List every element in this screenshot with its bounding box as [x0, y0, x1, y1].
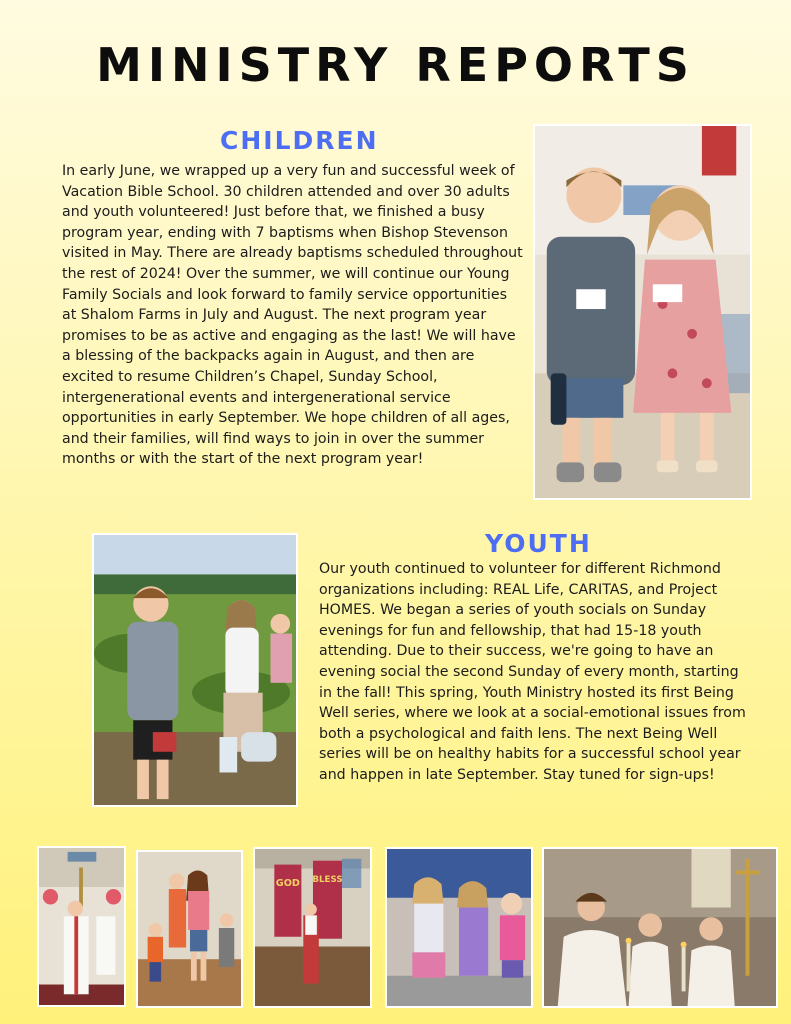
children-heading: CHILDREN — [220, 126, 379, 155]
youth-body: Our youth continued to volunteer for different Richmond organizations including: REAL Life, CARITAS, and Project HOMES. We began a series of youth socials on Sunday evenings for fun and fellowship, that had 15-18 youth attending. Due to their success, we're going to have an evening social the second Sunday of every month, starting in the fall! This spring, Youth Ministry hosted its first Being Well series, where we look at a social-emotional issues from both a psychological and faith lens. The next Being Well series will be on healthy habits for a successful school year and happen in late September. Stay tuned for sign-ups! — [319, 561, 746, 783]
banner-left-text: GOD — [275, 878, 300, 890]
kids-portrait-image — [535, 126, 750, 498]
banner-right-text: BLESS — [312, 875, 343, 886]
children-photo — [533, 124, 752, 500]
banners-procession-image — [255, 849, 370, 1006]
youth-heading: YOUTH — [485, 529, 592, 558]
acolytes-candles-image — [544, 849, 776, 1006]
strip-photo-3 — [253, 847, 372, 1008]
children-body: In early June, we wrapped up a very fun and successful week of Vacation Bible School. 30 children attended and over 30 adults and youth volunteered! Just before that, we finished a busy program year, ending with 7 baptisms when Bishop Stevenson visited in May. There are already baptisms scheduled throughout the rest of 2024! Over the summer, we will continue our Young Family Socials and look forward to family service opportunities at Shalom Farms in July and August. The next program year promises to be as active and engaging as the last! We will have a blessing of the backpacks again in August, and then are excited to resume Children’s Chapel, Sunday School, intergenerational events and intergenerational service opportunities in early September. We hope children of all ages, and their families, will find ways to join in over the summer months or with the start of the next program year! — [62, 163, 523, 468]
youth-photo — [92, 533, 298, 807]
page-title: MINISTRY REPORTS — [96, 38, 695, 92]
strip-photo-4 — [385, 847, 533, 1008]
kids-hallway-image — [138, 852, 241, 1006]
strip-photo-1 — [37, 846, 126, 1007]
strip-photo-5 — [542, 847, 778, 1008]
youth-farm-image — [94, 535, 296, 805]
clergy-altar-image — [39, 848, 124, 1005]
strip-photo-2 — [136, 850, 243, 1008]
girls-eating-image — [387, 849, 531, 1006]
